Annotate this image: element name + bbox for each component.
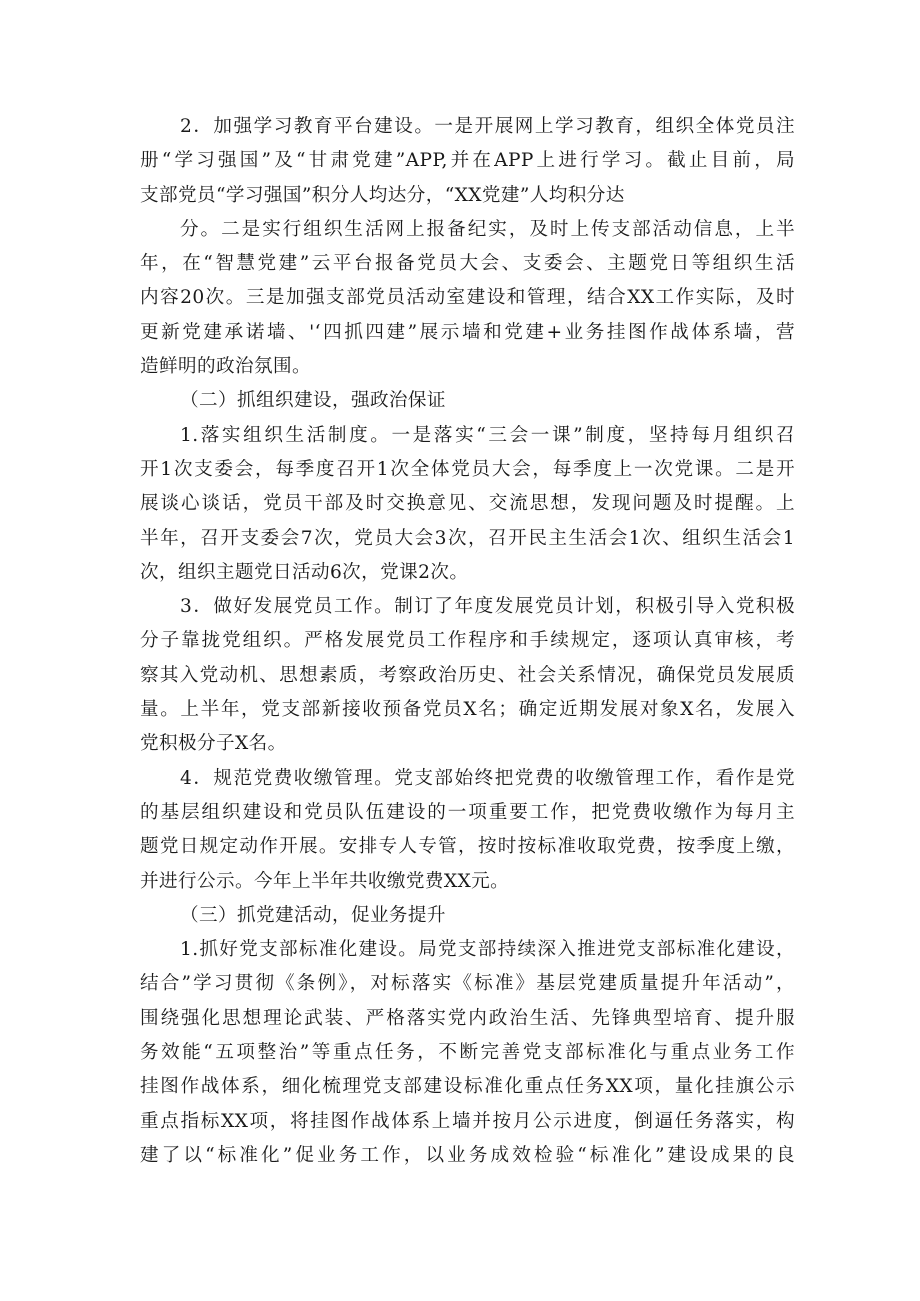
text-line: 重点指标XX项，将挂图作战体系上墙并按月公示进度，倒逼任务落实，构	[140, 1110, 795, 1132]
document-body	[140, 110, 795, 1173]
text-line: 务效能“五项整治”等重点任务，不断完善党支部标准化与重点业务工作	[140, 1042, 795, 1064]
text-line: （二）抓组织建设，强政治保证	[180, 390, 446, 412]
text-line: 建了以“标准化”促业务工作，以业务成效检验“标准化”建设成果的良	[140, 1144, 795, 1166]
text-line: 4．规范党费收缴管理。党支部始终把党费的收缴管理工作，看作是党	[180, 767, 795, 789]
text-line: 半年，召开支委会7次，党员大会3次，召开民主生活会1次、组织生活会1	[140, 527, 795, 549]
text-line: 察其入党动机、思想素质，考察政治历史、社会关系情况，确保党员发展质	[140, 664, 795, 686]
text-line: 的基层组织建设和党员队伍建设的一项重要工作，把党费收缴作为每月主	[140, 801, 795, 823]
text-line: 更新党建承诺墙、'‘四抓四建”展示墙和党建+业务挂图作战体系墙，营	[140, 321, 795, 343]
text-line: （三）抓党建活动，促业务提升	[180, 904, 446, 926]
text-line: 次，组织主题党日活动6次，党课2次。	[140, 561, 469, 583]
text-line: 党积极分子X名。	[140, 733, 287, 755]
text-line: 册“学习强国”及“甘肃党建”APP,并在APP上进行学习。截止目前，局	[140, 150, 795, 172]
text-line: 1.落实组织生活制度。一是落实“三会一课”制度，坚持每月组织召	[180, 424, 795, 446]
text-line: 展谈心谈话，党员干部及时交换意见、交流思想，发现问题及时提醒。上	[140, 493, 795, 515]
text-line: 3．做好发展党员工作。制订了年度发展党员计划，积极引导入党积极	[180, 596, 795, 618]
text-line: 造鲜明的政治氛围。	[140, 356, 311, 378]
text-line: 1.抓好党支部标准化建设。局党支部持续深入推进党支部标准化建设，	[180, 939, 795, 961]
text-line: 2．加强学习教育平台建设。一是开展网上学习教育，组织全体党员注	[180, 116, 795, 137]
text-line: 分子靠拢党组织。严格发展党员工作程序和手续规定，逐项认真审核，考	[140, 630, 795, 652]
text-line: 量。上半年，党支部新接收预备党员X名；确定近期发展对象X名，发展入	[140, 699, 795, 721]
text-line: 开1次支委会，每季度召开1次全体党员大会，每季度上一次党课。二是开	[140, 458, 795, 480]
text-line: 内容20次。三是加强支部党员活动室建设和管理，结合XX工作实际，及时	[140, 287, 795, 309]
text-line: 围绕强化思想理论武装、严格落实党内政治生活、先锋典型培育、提升服	[140, 1007, 795, 1029]
text-line: 结合”学习贯彻《条例》，对标落实《标准》基层党建质量提升年活动”，	[140, 973, 795, 995]
text-line: 并进行公示。今年上半年共收缴党费XX元。	[140, 870, 510, 892]
text-line: 题党日规定动作开展。安排专人专管，按时按标准收取党费，按季度上缴，	[140, 836, 795, 858]
text-line: 支部党员“学习强国”积分人均达分，“XX党建”人均积分达	[140, 184, 625, 206]
text-line: 分。二是实行组织生活网上报备纪实，及时上传支部活动信息，上半	[180, 218, 795, 240]
text-line: 挂图作战体系，细化梳理党支部建设标准化重点任务XX项，量化挂旗公示	[140, 1076, 795, 1098]
text-line: 年，在“智慧党建”云平台报备党员大会、支委会、主题党日等组织生活	[140, 253, 795, 275]
